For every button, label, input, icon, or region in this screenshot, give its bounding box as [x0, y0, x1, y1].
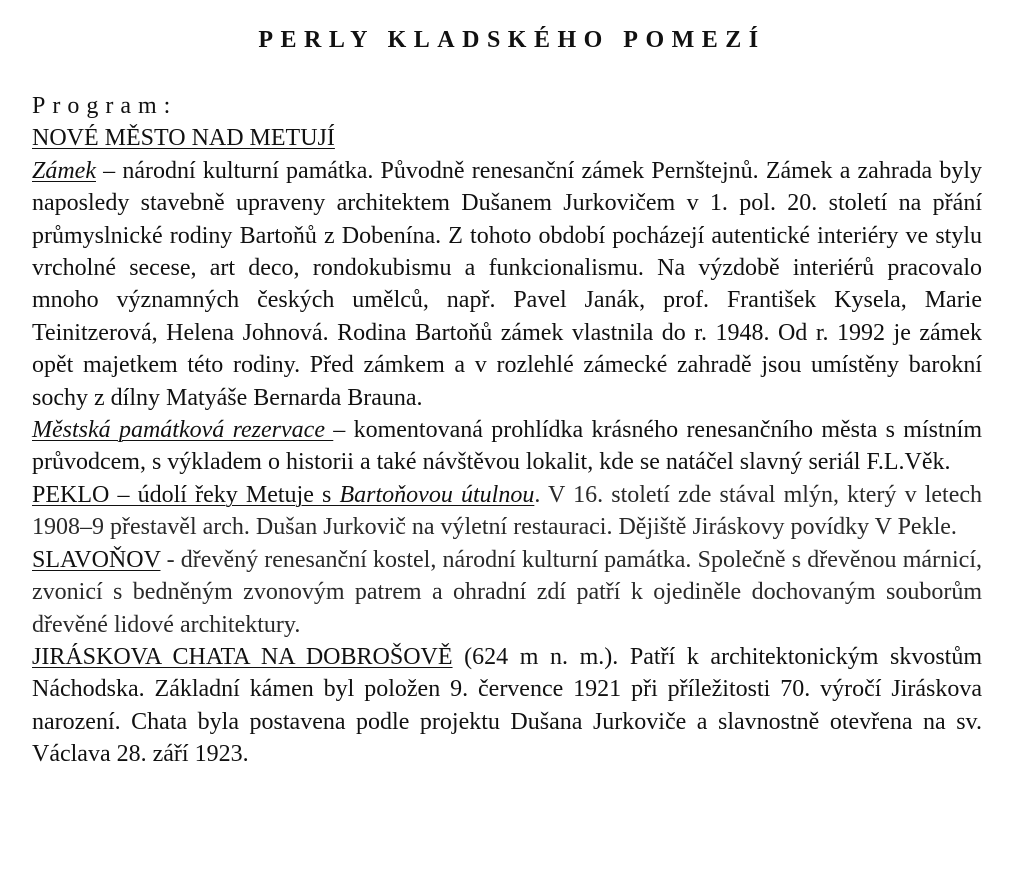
section-heading-text: NOVÉ MĚSTO NAD METUJÍ [32, 125, 335, 152]
program-label: Program: [32, 93, 178, 119]
rezervace-text: – komentovaná prohlídka krásného renesančního města s místním průvodcem, s výkladem o historii a také návštěvou lokalit, kde se natáčel slavný seriál F.L.Věk. [32, 417, 982, 476]
peklo-name-italic: Bartoňovou útulnou [339, 481, 535, 508]
section-heading [32, 122, 982, 154]
document-title: PERLY KLADSKÉHO POMEZÍ [258, 27, 766, 53]
rezervace-name: Městská památková rezervace [32, 417, 334, 444]
peklo-text: . V 16. století zde stával mlýn, který v letech 1908–9 přestavěl arch. Dušan Jurkovič na výletní restauraci. Dějiště Jiráskovy povídky V Pekle. [32, 481, 983, 541]
paragraph-zamek [32, 155, 982, 414]
chata-name: JIRÁSKOVA CHATA NA DOBROŠOVĚ [32, 643, 453, 670]
paragraph-peklo [32, 479, 982, 544]
slavonov-text: - dřevěný renesanční kostel, národní kulturní památka. Společně s dřevěnou márnicí, zvonicí s bedněným zvonovým patrem a ohradní zdí patří k ojediněle dochovaným souborům dřevěné lidové architektury. [32, 546, 982, 638]
zamek-text: – národní kulturní památka. Původně renesanční zámek Pernštejnů. Zámek a zahrada byly naposledy stavebně upraveny architektem Dušanem Jurkovičem v 1. pol. 20. století na přání průmyslnické rodiny Bartoňů z Dobenína. Z tohoto období pocházejí autentické interiéry ve stylu vrcholné secese, art deco, rondokubismu a funkcionalismu. Na výzdobě interiérů pracovalo mnoho významných českých umělců, např. Pavel Janák, prof. František Kysela, Marie Teinitzerová, Helena Johnová. Rodina Bartoňů zámek vlastnila do r. 1948. Od r. 1992 je zámek opět majetkem této rodiny. Před zámkem a v rozlehlé zámecké zahradě jsou umístěny barokní sochy z dílny Matyáše Bernarda Brauna. [32, 157, 982, 411]
zamek-name: Zámek [32, 157, 96, 184]
document-body [32, 90, 982, 771]
paragraph-chata [32, 641, 982, 771]
peklo-name [32, 482, 534, 508]
paragraph-rezervace [32, 414, 982, 479]
paragraph-slavonov [32, 544, 982, 641]
chata-text: (624 m n. m.). Patří k architektonickým skvostům Náchodska. Základní kámen byl položen 9. července 1921 při příležitosti 70. výročí Jiráskova narození. Chata byla postavena podle projektu Dušana Jurkoviče a slavnostně otevřena na sv. Václava 28. září 1923. [32, 643, 982, 768]
peklo-name-plain: PEKLO – údolí řeky Metuje s [32, 481, 340, 508]
slavonov-name: SLAVOŇOV [32, 546, 161, 573]
